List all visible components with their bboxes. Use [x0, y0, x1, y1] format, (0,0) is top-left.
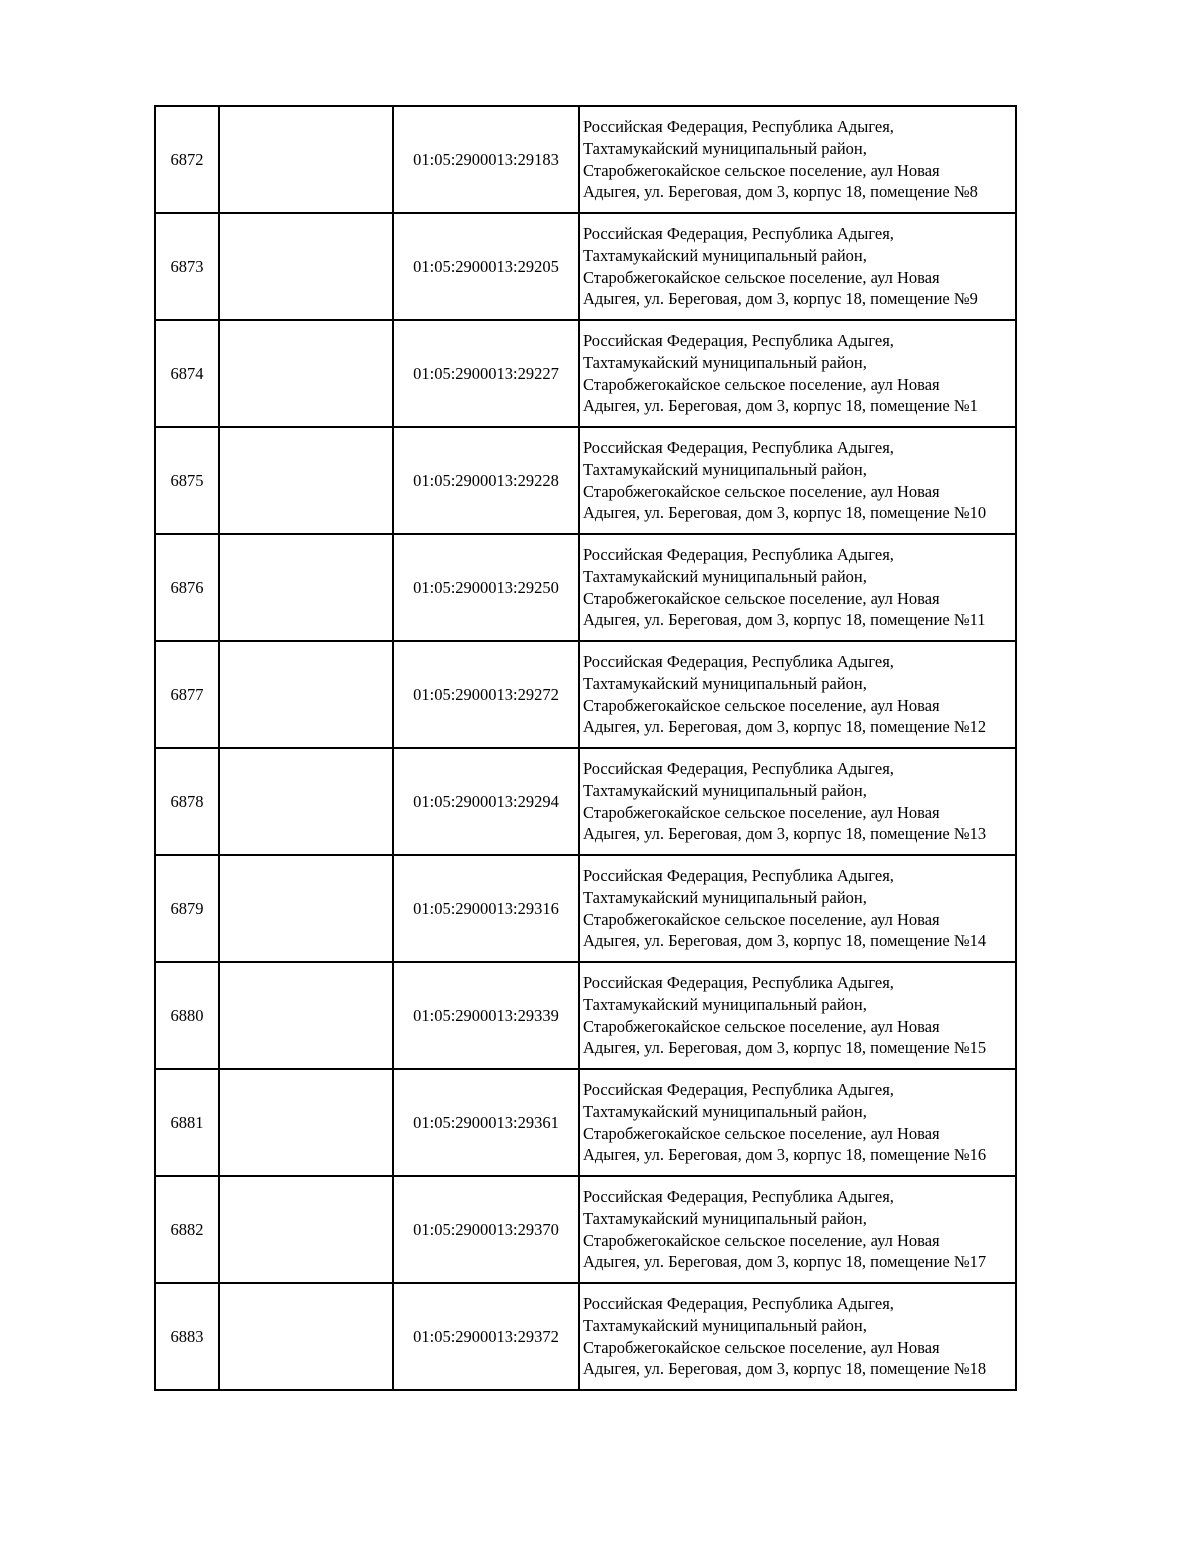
address-cell [579, 1176, 1016, 1283]
owner-cell [219, 855, 393, 962]
table-row [155, 962, 1016, 1069]
cadastral-number-cell: 01:05:2900013:29250 [393, 534, 579, 641]
address-line: Российская Федерация, Республика Адыгея, [583, 224, 894, 244]
address-cell [579, 213, 1016, 320]
cadastral-number-cell: 01:05:2900013:29339 [393, 962, 579, 1069]
address-line: Адыгея, ул. Береговая, дом 3, корпус 18, помещение №1 [583, 396, 978, 416]
address-line: Тахтамукайский муниципальный район, [583, 1315, 867, 1335]
property-registry-table [154, 105, 1017, 1391]
address-cell [579, 641, 1016, 748]
address-line: Старобжегокайское сельское поселение, аул Новая [583, 1230, 940, 1250]
address-cell [579, 106, 1016, 213]
cadastral-number-cell: 01:05:2900013:29370 [393, 1176, 579, 1283]
address-line: Адыгея, ул. Береговая, дом 3, корпус 18, помещение №9 [583, 289, 978, 309]
address-line: Тахтамукайский муниципальный район, [583, 459, 867, 479]
address-line: Российская Федерация, Республика Адыгея, [583, 1187, 894, 1207]
cadastral-number-cell: 01:05:2900013:29294 [393, 748, 579, 855]
address-line: Старобжегокайское сельское поселение, аул Новая [583, 160, 940, 180]
address-line: Адыгея, ул. Береговая, дом 3, корпус 18, помещение №11 [583, 610, 986, 630]
cadastral-number-cell: 01:05:2900013:29227 [393, 320, 579, 427]
owner-cell [219, 1283, 393, 1390]
owner-cell [219, 320, 393, 427]
owner-cell [219, 1069, 393, 1176]
row-number-cell: 6880 [155, 962, 219, 1069]
address-line: Российская Федерация, Республика Адыгея, [583, 1294, 894, 1314]
address-line: Российская Федерация, Республика Адыгея, [583, 652, 894, 672]
address-line: Старобжегокайское сельское поселение, аул Новая [583, 695, 940, 715]
row-number-cell: 6877 [155, 641, 219, 748]
owner-cell [219, 962, 393, 1069]
table-row [155, 106, 1016, 213]
owner-cell [219, 748, 393, 855]
row-number-cell: 6883 [155, 1283, 219, 1390]
address-line: Старобжегокайское сельское поселение, аул Новая [583, 1123, 940, 1143]
address-line: Старобжегокайское сельское поселение, аул Новая [583, 1016, 940, 1036]
address-cell [579, 1283, 1016, 1390]
address-line: Адыгея, ул. Береговая, дом 3, корпус 18, помещение №12 [583, 717, 987, 737]
address-cell [579, 962, 1016, 1069]
address-line: Адыгея, ул. Береговая, дом 3, корпус 18, помещение №14 [583, 931, 987, 951]
owner-cell [219, 1176, 393, 1283]
cadastral-number-cell: 01:05:2900013:29372 [393, 1283, 579, 1390]
table-row [155, 213, 1016, 320]
address-line: Тахтамукайский муниципальный район, [583, 1101, 867, 1121]
address-line: Адыгея, ул. Береговая, дом 3, корпус 18, помещение №17 [583, 1252, 987, 1272]
owner-cell [219, 106, 393, 213]
address-line: Тахтамукайский муниципальный район, [583, 352, 867, 372]
cadastral-number-cell: 01:05:2900013:29272 [393, 641, 579, 748]
row-number-cell: 6876 [155, 534, 219, 641]
table-row [155, 855, 1016, 962]
address-line: Адыгея, ул. Береговая, дом 3, корпус 18, помещение №16 [583, 1145, 987, 1165]
table-row [155, 320, 1016, 427]
table-row [155, 748, 1016, 855]
address-cell [579, 534, 1016, 641]
address-line: Адыгея, ул. Береговая, дом 3, корпус 18, помещение №13 [583, 824, 987, 844]
address-line: Российская Федерация, Республика Адыгея, [583, 117, 894, 137]
table-row [155, 1176, 1016, 1283]
cadastral-number-cell: 01:05:2900013:29361 [393, 1069, 579, 1176]
cadastral-number-cell: 01:05:2900013:29316 [393, 855, 579, 962]
row-number-cell: 6873 [155, 213, 219, 320]
address-line: Старобжегокайское сельское поселение, аул Новая [583, 267, 940, 287]
owner-cell [219, 213, 393, 320]
address-line: Российская Федерация, Республика Адыгея, [583, 759, 894, 779]
address-cell [579, 748, 1016, 855]
cadastral-number-cell: 01:05:2900013:29228 [393, 427, 579, 534]
address-line: Старобжегокайское сельское поселение, аул Новая [583, 909, 940, 929]
address-line: Адыгея, ул. Береговая, дом 3, корпус 18, помещение №15 [583, 1038, 987, 1058]
address-line: Тахтамукайский муниципальный район, [583, 1208, 867, 1228]
row-number-cell: 6879 [155, 855, 219, 962]
owner-cell [219, 641, 393, 748]
address-line: Тахтамукайский муниципальный район, [583, 887, 867, 907]
address-line: Адыгея, ул. Береговая, дом 3, корпус 18, помещение №8 [583, 182, 978, 202]
address-cell [579, 320, 1016, 427]
address-cell [579, 1069, 1016, 1176]
address-line: Российская Федерация, Республика Адыгея, [583, 1080, 894, 1100]
address-line: Старобжегокайское сельское поселение, аул Новая [583, 588, 940, 608]
address-line: Тахтамукайский муниципальный район, [583, 994, 867, 1014]
address-line: Российская Федерация, Республика Адыгея, [583, 438, 894, 458]
address-line: Российская Федерация, Республика Адыгея, [583, 545, 894, 565]
address-line: Тахтамукайский муниципальный район, [583, 138, 867, 158]
address-line: Российская Федерация, Республика Адыгея, [583, 973, 894, 993]
address-line: Адыгея, ул. Береговая, дом 3, корпус 18, помещение №18 [583, 1359, 987, 1379]
row-number-cell: 6875 [155, 427, 219, 534]
address-line: Российская Федерация, Республика Адыгея, [583, 331, 894, 351]
address-line: Старобжегокайское сельское поселение, аул Новая [583, 802, 940, 822]
row-number-cell: 6878 [155, 748, 219, 855]
cadastral-number-cell: 01:05:2900013:29183 [393, 106, 579, 213]
table-row [155, 427, 1016, 534]
table-row [155, 1283, 1016, 1390]
address-line: Старобжегокайское сельское поселение, аул Новая [583, 1337, 940, 1357]
table-row [155, 641, 1016, 748]
table-row [155, 534, 1016, 641]
address-cell [579, 855, 1016, 962]
registry-table-body [155, 106, 1016, 1390]
cadastral-number-cell: 01:05:2900013:29205 [393, 213, 579, 320]
row-number-cell: 6874 [155, 320, 219, 427]
owner-cell [219, 534, 393, 641]
address-line: Тахтамукайский муниципальный район, [583, 245, 867, 265]
address-line: Старобжегокайское сельское поселение, аул Новая [583, 374, 940, 394]
address-line: Тахтамукайский муниципальный район, [583, 780, 867, 800]
address-line: Старобжегокайское сельское поселение, аул Новая [583, 481, 940, 501]
row-number-cell: 6882 [155, 1176, 219, 1283]
address-line: Российская Федерация, Республика Адыгея, [583, 866, 894, 886]
owner-cell [219, 427, 393, 534]
address-line: Тахтамукайский муниципальный район, [583, 566, 867, 586]
address-line: Тахтамукайский муниципальный район, [583, 673, 867, 693]
address-cell [579, 427, 1016, 534]
table-row [155, 1069, 1016, 1176]
row-number-cell: 6872 [155, 106, 219, 213]
row-number-cell: 6881 [155, 1069, 219, 1176]
address-line: Адыгея, ул. Береговая, дом 3, корпус 18, помещение №10 [583, 503, 987, 523]
